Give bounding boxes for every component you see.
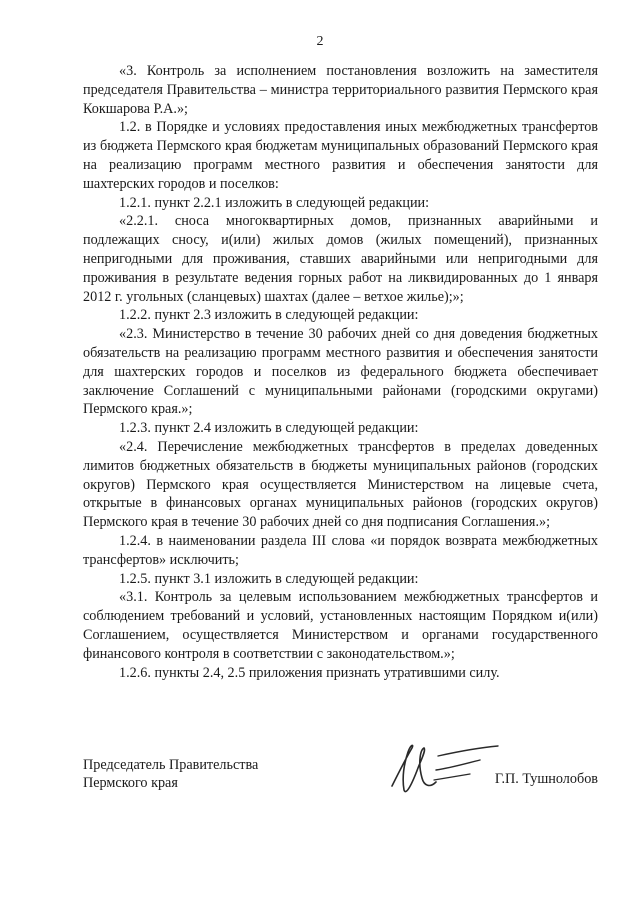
paragraph: «2.2.1. сноса многоквартирных домов, признанных аварийными и подлежащих сносу, и(или) жилых домов (жилых помещений), признанных непригодными для проживания, ставших аварийными или непригодными для проживания в результате ведения горных работ на ликвидированных до 1 января 2012 г. угольных (сланцевых) шахтах (далее – ветхое жилье);»;	[83, 213, 598, 305]
signatory-title	[83, 756, 258, 792]
paragraph: 1.2.5. пункт 3.1 изложить в следующей редакции:	[119, 570, 419, 587]
paragraph: 1.2.4. в наименовании раздела III слова «и порядок возврата межбюджетных трансфертов» исключить;	[83, 532, 598, 568]
paragraph: 1.2.6. пункты 2.4, 2.5 приложения признать утратившими силу.	[119, 664, 500, 681]
paragraph: «3. Контроль за исполнением постановления возложить на заместителя председателя Правительства – министра территориального развития Пермского края Кокшарова Р.А.»;	[83, 63, 598, 117]
signatory-title-line: Пермского края	[83, 775, 178, 791]
paragraph: «3.1. Контроль за целевым использованием межбюджетных трансфертов и соблюдением требований и условий, установленных настоящим Порядком и(или) Соглашением, осуществляется Министерством и органами государственного финансового контроля в соответствии с законодательством.»;	[83, 589, 598, 662]
handwritten-signature	[378, 734, 503, 804]
signatory-title-line: Председатель Правительства	[83, 757, 259, 773]
signature-block	[83, 756, 598, 816]
signatory-name: Г.П. Тушнолобов	[494, 771, 598, 787]
paragraph: «2.3. Министерство в течение 30 рабочих дней со дня доведения бюджетных обязательств на реализацию программ местного развития и обеспечения занятости для шахтерских городов и поселков из федерального бюджета обеспечивает заключение Соглашений с муниципальными районами (городскими округами) Пермского края.»;	[83, 326, 598, 418]
paragraph: 1.2.2. пункт 2.3 изложить в следующей редакции:	[119, 307, 419, 324]
document-body	[83, 62, 598, 682]
paragraph: 1.2.1. пункт 2.2.1 изложить в следующей редакции:	[119, 194, 430, 211]
paragraph: 1.2.3. пункт 2.4 изложить в следующей редакции:	[119, 420, 419, 437]
paragraph: 1.2. в Порядке и условиях предоставления иных межбюджетных трансфертов из бюджета Пермского края бюджетам муниципальных образований Пермского края на реализацию программ местного развития и обеспечения занятости для шахтерских городов и поселков:	[83, 119, 598, 192]
paragraph: «2.4. Перечисление межбюджетных трансфертов в пределах доведенных лимитов бюджетных обязательств в бюджеты муниципальных районов (городских округов) Пермского края осуществляется Министерством на лицевые счета, открытые в финансовых органах муниципальных районов (городских округов) Пермского края в течение 30 рабочих дней со дня подписания Соглашения.»;	[83, 438, 598, 531]
page-number: 2	[316, 34, 324, 49]
